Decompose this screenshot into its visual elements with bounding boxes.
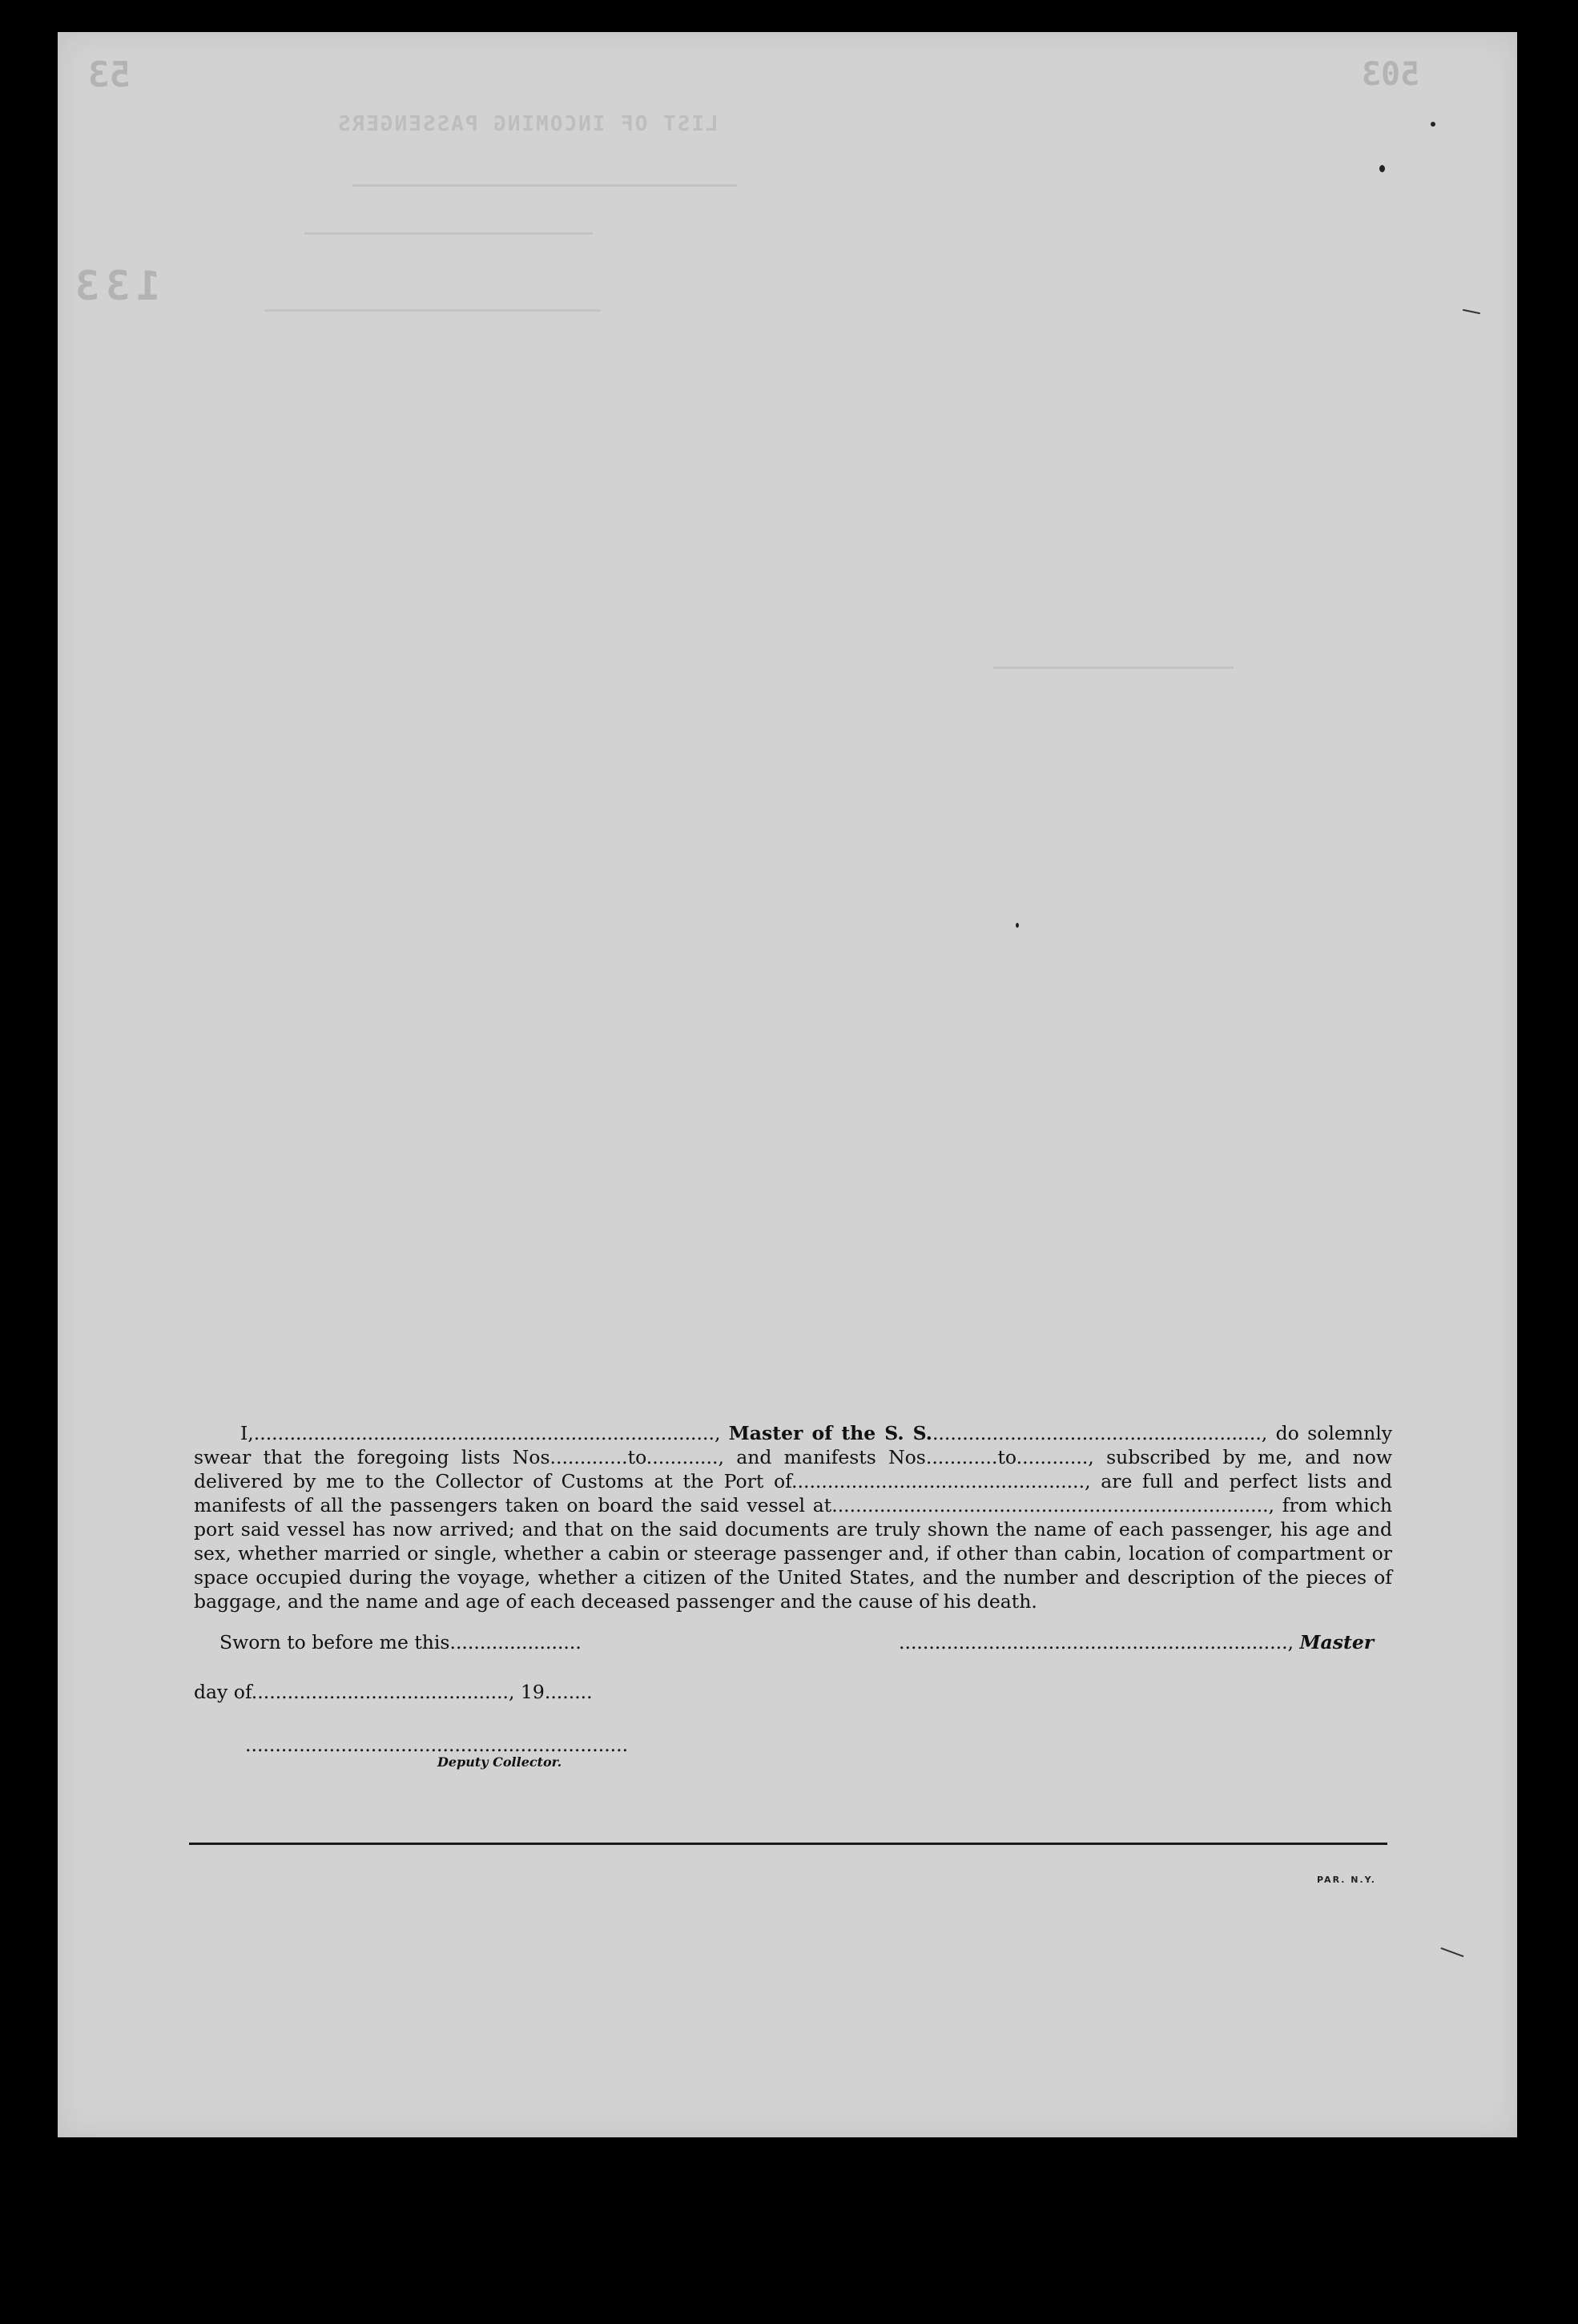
bleed-through-line <box>993 667 1234 669</box>
day-of-line: day of..........................................., 19........ <box>194 1681 593 1703</box>
bleed-through-line <box>304 232 593 235</box>
scan-speck <box>1431 122 1435 127</box>
bottom-rule <box>189 1843 1387 1845</box>
scan-speck <box>1016 923 1019 928</box>
bleed-through-header: LIST OF INCOMING PASSENGERS <box>336 112 719 136</box>
printer-mark: PAR. N.Y. <box>1317 1875 1376 1885</box>
deputy-signature-line: ................................................................ <box>245 1734 629 1756</box>
oath-text-1: I,............................................................................., <box>240 1422 729 1444</box>
bleed-through-number: 503 <box>1362 56 1420 93</box>
bleed-through-number: 133 <box>69 263 161 309</box>
sworn-line: Sworn to before me this...................... <box>219 1631 582 1653</box>
master-label: Master <box>1299 1631 1375 1653</box>
bleed-through-number: 53 <box>88 54 131 95</box>
scan-speck <box>1379 165 1385 172</box>
oath-text-2: ......................................................., do solemnly swear that the foregoing lists Nos.............to............, and manifests Nos............to............, subscribed by me, and now delivered by me to the Collector of Customs at the Port of................................................., are full and perfect lists and manifests of all the passengers taken on board the said vessel at........................................................................., from which port said vessel has now arrived; and that on the said documents are truly shown the name of each passenger, his age and sex, whether married or single, whether a cabin or steerage passenger and, if other than cabin, location of compartment or space occupied during the voyage, whether a citizen of the United States, and the number and description of the pieces of baggage, and the name and age of each deceased passenger and the cause of his death. <box>194 1422 1392 1613</box>
oath-paragraph <box>194 1421 1392 1613</box>
bleed-through-line <box>352 184 737 187</box>
master-dots: ................................................................., <box>899 1631 1294 1653</box>
bleed-through-line <box>264 309 601 312</box>
master-signature-line <box>899 1631 1374 1653</box>
oath-master-ss: Master of the S. S. <box>728 1422 932 1444</box>
deputy-collector-label: Deputy Collector. <box>437 1754 562 1770</box>
document-page <box>58 32 1517 2137</box>
